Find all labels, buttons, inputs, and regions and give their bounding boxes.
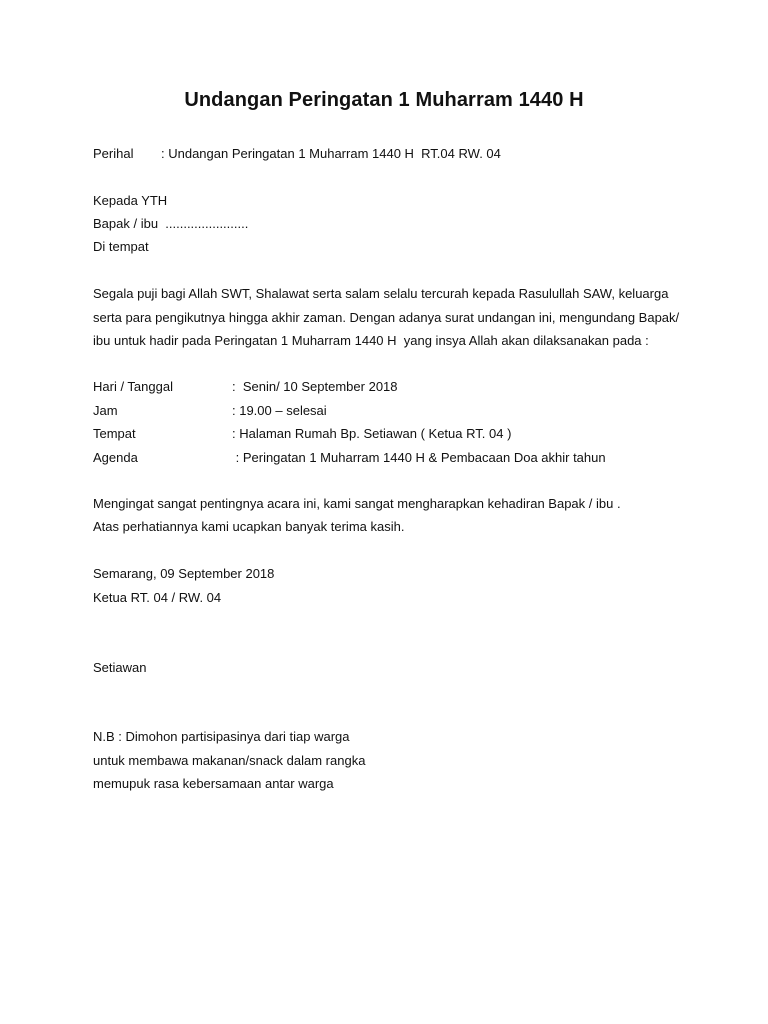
recipient-line-1: Kepada YTH [93, 193, 168, 208]
note-line-2: untuk membawa makanan/snack dalam rangka [93, 753, 366, 768]
detail-value-date: : Senin/ 10 September 2018 [232, 379, 398, 394]
detail-label-agenda: Agenda [93, 450, 138, 465]
note-line-3: memupuk rasa kebersamaan antar warga [93, 776, 334, 791]
detail-label-place: Tempat [93, 426, 136, 441]
note-line-1: N.B : Dimohon partisipasinya dari tiap warga [93, 729, 350, 744]
detail-label-time: Jam [93, 403, 118, 418]
document-title: Undangan Peringatan 1 Muharram 1440 H [184, 89, 584, 111]
opening-line-1: Segala puji bagi Allah SWT, Shalawat serta salam selalu tercurah kepada Rasulullah SAW, keluarga [93, 286, 669, 301]
signer-name: Setiawan [93, 660, 147, 675]
perihal-value: : Undangan Peringatan 1 Muharram 1440 H RT.04 RW. 04 [161, 146, 501, 161]
opening-line-2: serta para pengikutnya hingga akhir zaman. Dengan adanya surat undangan ini, mengundang Bapak/ [93, 310, 680, 325]
recipient-line-2: Bapak / ibu ....................... [93, 216, 249, 231]
opening-line-3: ibu untuk hadir pada Peringatan 1 Muharram 1440 H yang insya Allah akan dilaksanakan pada : [93, 333, 649, 348]
closing-line-2: Atas perhatiannya kami ucapkan banyak terima kasih. [93, 519, 405, 534]
place-date: Semarang, 09 September 2018 [93, 566, 275, 581]
perihal-label: Perihal [93, 146, 134, 161]
recipient-line-3: Di tempat [93, 239, 149, 254]
closing-line-1: Mengingat sangat pentingnya acara ini, kami sangat mengharapkan kehadiran Bapak / ibu . [93, 496, 621, 511]
detail-value-place: : Halaman Rumah Bp. Setiawan ( Ketua RT. 04 ) [232, 426, 512, 441]
signer-title: Ketua RT. 04 / RW. 04 [93, 590, 222, 605]
detail-label-date: Hari / Tanggal [93, 379, 173, 394]
detail-value-time: : 19.00 – selesai [232, 403, 327, 418]
detail-value-agenda: : Peringatan 1 Muharram 1440 H & Pembacaan Doa akhir tahun [232, 450, 606, 465]
